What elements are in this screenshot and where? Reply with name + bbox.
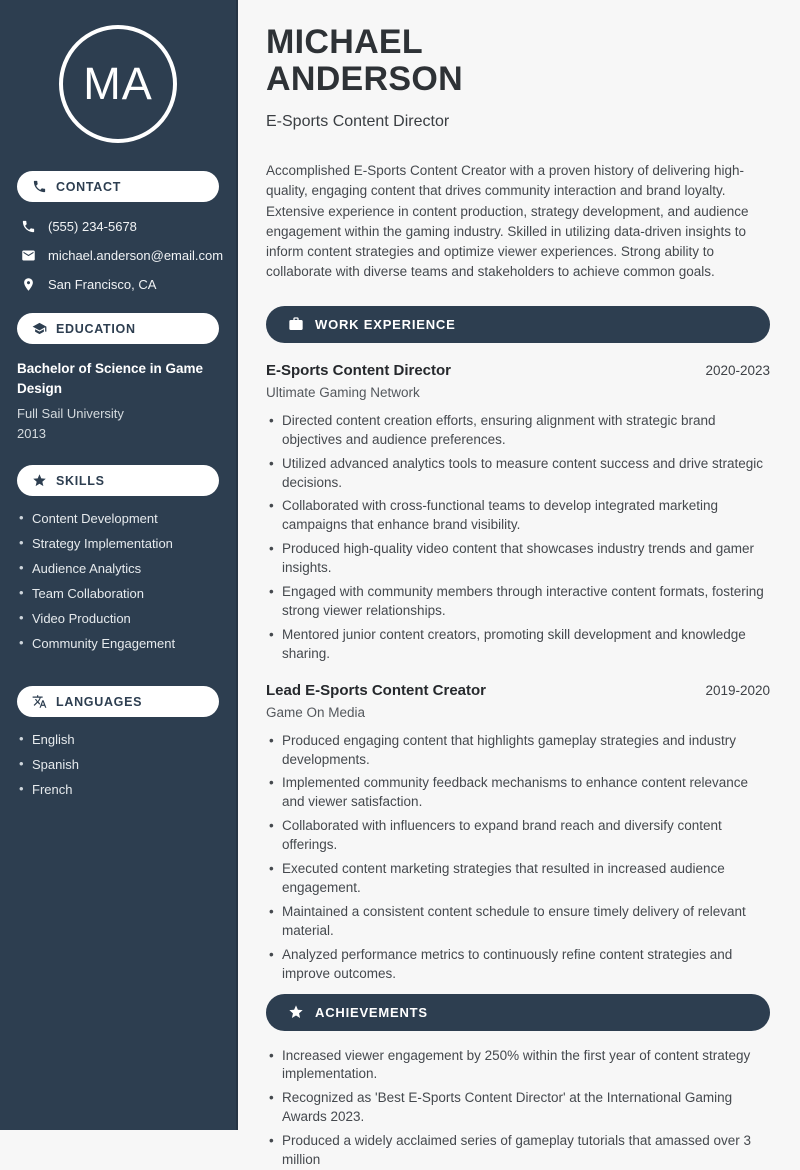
job-company: Game On Media [266,704,366,720]
job-entry [266,682,770,984]
languages-section-title: LANGUAGES [56,694,143,709]
contact-section-title: CONTACT [56,179,122,194]
education-school: Full Sail University [17,406,124,421]
briefcase-icon [288,316,304,332]
jobs-container [266,362,770,984]
email-icon [21,248,36,263]
job-dates: 2019-2020 [705,682,770,698]
achievements-section-title: ACHIEVEMENTS [315,1004,428,1020]
education-year: 2013 [17,426,46,441]
job-role: E-Sports Content Director [266,361,452,379]
work-experience-section-title: WORK EXPERIENCE [315,316,456,332]
name-line2: ANDERSON [266,60,463,98]
achievements-section-header [266,994,770,1031]
contact-location [17,270,219,299]
education-degree: Bachelor of Science in Game Design [17,361,204,396]
headline: E-Sports Content Director [266,113,450,130]
star-icon [288,1004,304,1020]
language-item: • English [17,732,219,757]
achievement-item: • Recognized as 'Best E-Sports Content Director' at the International Gaming Awards 2023. [266,1089,770,1127]
job-bullet: • Maintained a consistent content schedule to ensure timely delivery of relevant material. [266,903,770,941]
avatar-initials: MA [83,58,153,109]
job-bullet: • Produced engaging content that highlights gameplay strategies and industry developments. [266,732,770,770]
skills-list [17,511,219,661]
summary-paragraph: Accomplished E-Sports Content Creator with a proven history of delivering high-quality, engaging content that drives community interaction and brand loyalty. Extensive experience in content production, strategy development, and audience engagement within the gaming industry. Skilled in utilizing data-driven insights to inform content strategies and optimize viewer experiences. Strong ability to collaborate with diverse teams and stakeholders to achieve common goals. [266,163,749,280]
job-bullet: • Collaborated with cross-functional teams to develop integrated marketing campaigns that enhance brand visibility. [266,497,770,535]
skills-section-title: SKILLS [56,473,105,488]
job-header [266,682,770,699]
location-pin-icon [21,277,36,292]
job-bullet: • Analyzed performance metrics to continuously refine content strategies and improve outcomes. [266,946,770,984]
skill-item: • Content Development [17,511,219,536]
job-bullet: • Mentored junior content creators, promoting skill development and knowledge sharing. [266,626,770,664]
sidebar [0,0,238,1130]
job-role: Lead E-Sports Content Creator [266,681,487,699]
job-bullet: • Executed content marketing strategies that resulted in increased audience engagement. [266,860,770,898]
languages-section-header [17,686,219,717]
phone-icon [32,179,47,194]
achievement-item: • Produced a widely acclaimed series of gameplay tutorials that amassed over 3 million [266,1132,770,1170]
job-bullets [266,412,770,664]
job-bullet: • Collaborated with influencers to expand brand reach and diversify content offerings. [266,817,770,855]
job-bullet: • Implemented community feedback mechanisms to enhance content relevance and viewer satisfaction. [266,774,770,812]
name-line1: MICHAEL [266,23,423,61]
phone-icon [21,219,36,234]
job-header [266,362,770,379]
job-bullet: • Directed content creation efforts, ensuring alignment with strategic brand objectives and audience preferences. [266,412,770,450]
phone-value: (555) 234-5678 [48,219,137,234]
job-entry [266,362,770,664]
contact-section-header [17,171,219,202]
job-dates: 2020-2023 [705,362,770,378]
job-bullet: • Utilized advanced analytics tools to measure content success and drive strategic decisions. [266,455,770,493]
translate-icon [32,694,47,709]
contact-phone [17,212,219,241]
job-bullet: • Engaged with community members through interactive content formats, fostering strong viewer relationships. [266,583,770,621]
achievement-item: • Increased viewer engagement by 250% within the first year of content strategy implementation. [266,1047,770,1085]
language-item: • French [17,782,219,807]
page-title [266,24,770,98]
main-content [238,0,800,1168]
graduation-cap-icon [32,321,47,336]
location-value: San Francisco, CA [48,277,157,292]
skill-item: • Audience Analytics [17,561,219,586]
contact-email [17,241,224,270]
job-bullets [266,732,770,984]
skill-item: • Strategy Implementation [17,536,219,561]
contact-list [17,212,224,299]
education-section-title: EDUCATION [56,321,136,336]
job-company: Ultimate Gaming Network [266,384,420,400]
skills-section-header [17,465,219,496]
avatar [59,25,177,143]
skill-item: • Team Collaboration [17,586,219,611]
achievements-list [266,1047,770,1170]
email-value: michael.anderson@email.com [48,248,224,263]
skill-item: • Community Engagement [17,636,219,661]
languages-list [17,732,219,807]
skill-item: • Video Production [17,611,219,636]
job-bullet: • Produced high-quality video content that showcases industry trends and gamer insights. [266,540,770,578]
language-item: • Spanish [17,757,219,782]
work-experience-section-header [266,306,770,343]
education-section-header [17,313,219,344]
star-icon [32,473,47,488]
